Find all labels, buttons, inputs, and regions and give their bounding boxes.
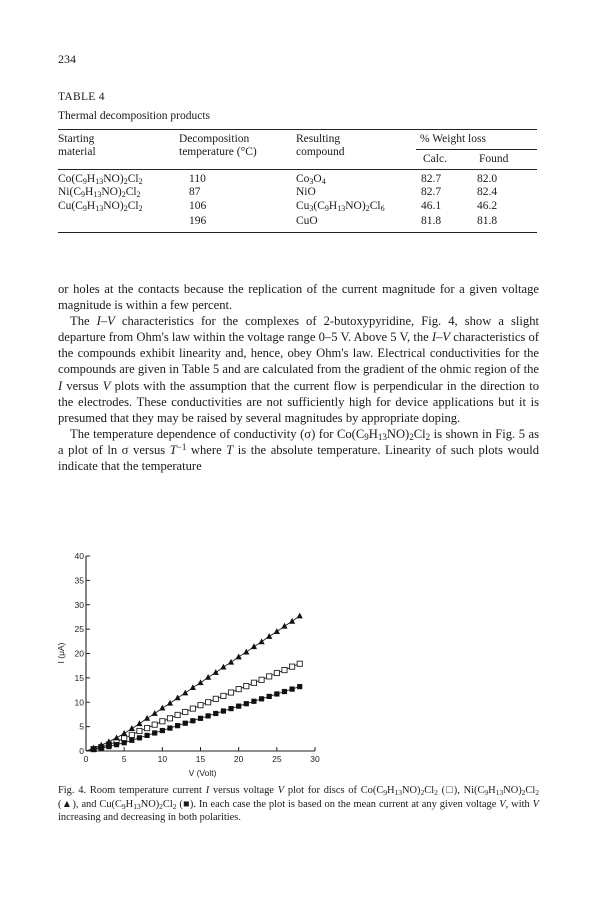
data-point-open-square [175,712,180,717]
y-tick-label: 0 [79,746,84,756]
table-cell-temperature: 196 [189,215,207,227]
data-point-filled-square [236,704,241,709]
data-point-filled-triangle [129,725,135,731]
data-point-filled-square [129,738,134,743]
table-cell-temperature: 106 [189,200,207,212]
x-tick-label: 0 [83,754,89,764]
table-cell-temperature: 87 [189,186,201,198]
data-point-filled-triangle [251,643,257,649]
y-tick-label: 30 [74,599,84,610]
header-weight-loss: % Weight loss [420,133,486,145]
data-point-open-square [213,696,218,701]
data-point-filled-triangle [152,710,158,716]
data-point-open-square [206,700,211,705]
body-paragraph: The I–V characteristics for the complexes of 2-butoxypyridine, Fig. 4, show a slight departure from Ohm's law within the voltage range 0–5 V. Above 5 V, the I–V characteristics of the compounds exhibit linearity and, hence, obey Ohm's law. Electrical conductivities for the compounds are given in Table 5 and are calculated from the gradient of the ohmic region of the I versus V plots with the assumption that the current flow is perpendicular in the direction to the electrodes. These conductivities are not sufficiently high for device applications but it is presumed that they may be raised by several magnitudes by appropriate doping. [58,314,539,425]
table-cell-calc: 46.1 [421,200,442,212]
table-cell-compound: NiO [296,186,316,198]
data-point-open-square [274,670,279,675]
data-point-filled-triangle [220,664,226,670]
y-tick-label: 5 [79,721,84,732]
data-point-open-square [137,728,142,733]
data-point-filled-square [228,706,233,711]
data-point-filled-square [244,701,249,706]
table-cell-found: 81.8 [477,215,498,227]
data-point-filled-square [152,730,157,735]
table-cell-temperature: 110 [189,173,206,185]
table-cell-compound: CuO [296,215,318,227]
data-point-open-square [221,693,226,698]
header-resulting-2: compound [296,146,345,158]
data-point-filled-triangle [197,679,203,685]
data-point-filled-square [137,735,142,740]
body-paragraph: The temperature dependence of conductivity (σ) for $Co(C_9H_{13}NO)_2Cl_2$ is shown in Fig. 5 as a plot of ln σ versus $T^{-1}$ where T is the absolute temperature. Linearity of such plots would indicate that the temperature [58,426,539,474]
data-point-open-square [244,684,249,689]
data-point-open-square [236,686,241,691]
data-point-filled-square [251,699,256,704]
data-point-filled-square [91,747,96,752]
data-point-filled-square [221,708,226,713]
table-cell-calc: 82.7 [421,173,442,185]
header-decomp-2: temperature (°C) [179,146,257,158]
data-point-open-square [290,664,295,669]
y-tick-label: 15 [74,672,84,683]
data-point-open-square [297,661,302,666]
data-point-filled-triangle [258,638,264,644]
data-point-filled-square [259,696,264,701]
data-point-filled-square [213,711,218,716]
data-point-filled-square [198,716,203,721]
data-point-filled-square [99,745,104,750]
table-cell-material: $Ni(C_9H_{13}NO)_2Cl_2$ [58,186,141,199]
data-point-open-square [282,667,287,672]
data-point-open-square [259,677,264,682]
data-point-filled-triangle [106,738,112,744]
data-point-filled-triangle [236,654,242,660]
data-point-filled-square [274,691,279,696]
data-point-filled-triangle [281,623,287,629]
page-number: 234 [58,52,76,66]
data-point-filled-triangle [182,690,188,696]
data-point-filled-triangle [205,674,211,680]
data-point-open-square [190,706,195,711]
data-point-open-square [183,709,188,714]
data-point-filled-square [190,718,195,723]
figure-caption: Fig. 4. Room temperature current I versus voltage V plot for discs of $Co(C_9H_{13}NO)_2Cl_2$ (□), $Ni(C_9H_{13}NO)_2Cl_2$ (▲), and $Cu(C_9H_{13}NO)_2Cl_2$ (■). In each case the plot is based on the mean current at any given voltage V, with V increasing and decreasing in both polarities. [58,785,539,824]
table-cell-material: $Cu(C_9H_{13}NO)_2Cl_2$ [58,200,143,213]
data-point-filled-square [267,694,272,699]
data-point-filled-square [144,733,149,738]
data-point-filled-triangle [243,649,249,655]
data-point-filled-triangle [297,613,303,619]
y-axis-label: I (μA) [56,642,66,664]
data-point-filled-square [160,728,165,733]
data-point-open-square [129,732,134,737]
table-label: TABLE 4 [58,91,105,103]
data-point-filled-square [297,684,302,689]
data-point-filled-triangle [136,720,142,726]
data-point-open-square [160,719,165,724]
header-found: Found [479,153,509,165]
table-cell-found: 46.2 [477,200,498,212]
x-tick-label: 5 [121,754,127,764]
data-point-filled-square [282,689,287,694]
data-point-filled-triangle [289,618,295,624]
body-paragraph: or holes at the contacts because the replication of the current magnitude for a given voltage magnitude is within a few percent. [58,282,539,313]
data-point-filled-square [175,723,180,728]
table-cell-material: $Co(C_9H_{13}NO)_2Cl_2$ [58,173,143,186]
data-point-filled-triangle [175,694,181,700]
header-starting-2: material [58,146,96,158]
x-tick-label: 25 [272,754,282,764]
table-cell-compound: $Cu_3(C_9H_{13}NO)_2Cl_6$ [296,200,385,213]
data-point-filled-square [206,713,211,718]
table-caption: Thermal decomposition products [58,110,211,122]
header-calc: Calc. [423,153,447,165]
data-point-filled-triangle [167,700,173,706]
table-cell-compound: $Co_3O_4$ [296,173,326,186]
data-point-filled-square [167,725,172,730]
x-tick-label: 10 [157,754,168,764]
y-tick-label: 10 [74,697,84,708]
header-resulting-1: Resulting [296,133,341,145]
table-cell-calc: 81.8 [421,215,442,227]
data-point-filled-square [122,740,127,745]
y-tick-label: 40 [74,551,84,561]
data-point-filled-square [183,721,188,726]
x-tick-label: 15 [195,754,206,764]
data-point-open-square [167,716,172,721]
y-tick-label: 35 [74,575,84,586]
data-point-filled-square [106,744,111,749]
table-cell-calc: 82.7 [421,186,442,198]
header-decomp-1: Decomposition [179,133,250,145]
data-point-filled-square [290,686,295,691]
y-tick-label: 25 [74,624,84,635]
header-starting-1: Starting [58,133,95,145]
table-cell-found: 82.4 [477,186,498,198]
x-axis-label: V (Volt) [188,768,217,778]
data-point-filled-triangle [190,684,196,690]
x-tick-label: 20 [233,754,244,764]
x-tick-label: 30 [310,754,320,764]
data-point-filled-triangle [113,734,119,740]
data-point-filled-triangle [144,715,150,721]
data-point-filled-triangle [121,730,127,736]
y-tick-label: 20 [74,648,84,659]
data-point-filled-square [114,742,119,747]
data-point-filled-triangle [228,659,234,665]
data-point-filled-triangle [274,628,280,634]
data-point-filled-triangle [159,705,165,711]
data-point-open-square [251,680,256,685]
data-point-open-square [267,674,272,679]
data-point-open-square [152,722,157,727]
table-cell-found: 82.0 [477,173,498,185]
data-point-filled-triangle [266,633,272,639]
data-point-open-square [228,690,233,695]
data-point-open-square [198,703,203,708]
data-point-filled-triangle [213,669,219,675]
data-point-open-square [144,725,149,730]
